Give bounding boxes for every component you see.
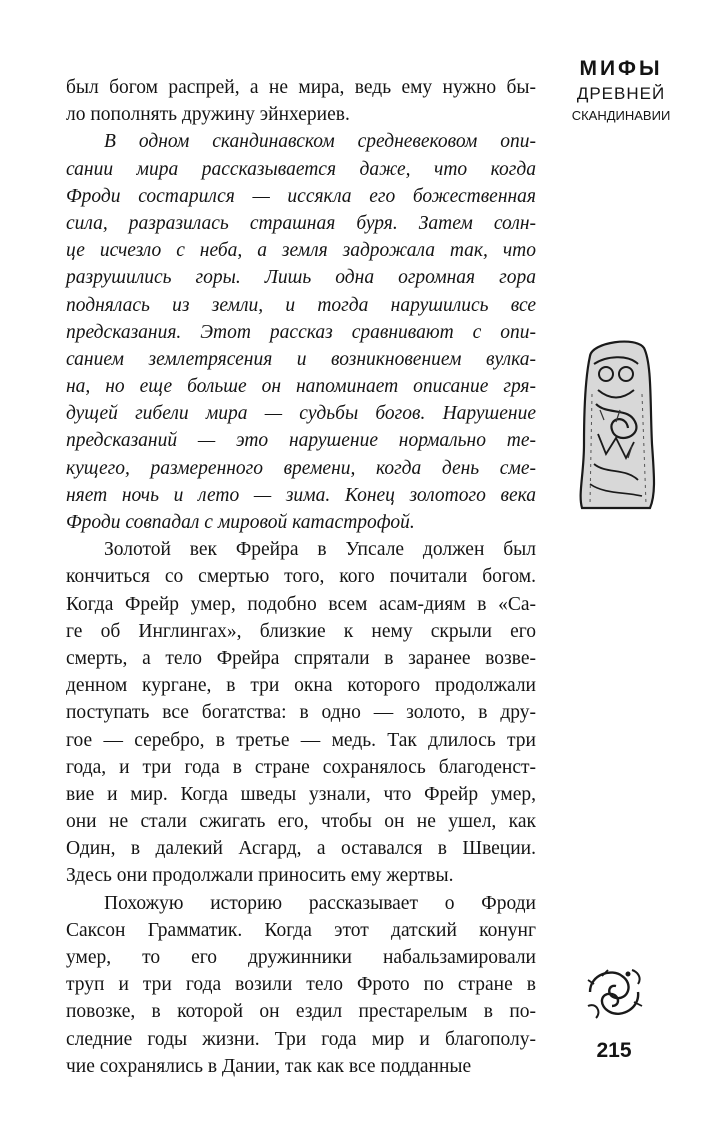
text-line: вие и мир. Когда шведы узнали, что Фрейр умер, [66, 783, 536, 805]
text-line: Фроди состарился — иссякла его божественная [66, 185, 536, 207]
text-line: года, и три года в стране сохранялось благоденст- [66, 756, 536, 778]
text-line: Фроди совпадал с мировой катастрофой. [66, 512, 415, 533]
text-line: Саксон Грамматик. Когда этот датский конунг [66, 919, 536, 941]
text-line: смерть, а тело Фрейра спрятали в заранее возве- [66, 647, 536, 669]
text-line: умер, то его дружинники набальзамировали [66, 947, 536, 968]
text-line: Когда Фрейр умер, подобно всем асам-диям в «Са- [66, 593, 536, 615]
text-line: предсказания. Этот рассказ сравнивают с опи- [66, 321, 536, 343]
text-line: чие сохранялись в Дании, так как все подданные [66, 1055, 472, 1077]
text-line: кончиться со смертью того, кого почитали богом. [66, 566, 536, 588]
text-line: гое — серебро, в третье — медь. Так длилось три [66, 729, 536, 751]
paragraph [66, 128, 536, 536]
page-number: 215 [596, 1039, 632, 1062]
ornament-icon [582, 962, 646, 1022]
text-line: Золотой век Фрейра в Упсале должен был [104, 539, 536, 561]
text-line: денном кургане, в три окна которого продолжали [66, 675, 536, 697]
text-line: был богом распрей, а не мира, ведь ему нужно бы- [66, 77, 536, 98]
body-text [66, 74, 536, 1080]
text-line: следние годы жизни. Три года мир и благополу- [66, 1028, 536, 1050]
paragraph [66, 536, 536, 889]
text-line: они не стали сжигать его, чтобы он не ушел, как [66, 811, 536, 833]
running-header-line-3: СКАНДИНАВИИ [571, 108, 671, 123]
text-line: ло пополнять дружину эйнхериев. [66, 104, 350, 126]
text-line: поступать все богатства: в одно — золото, в дру- [66, 702, 536, 724]
running-header [566, 56, 676, 126]
running-header-line-1: МИФЫ [579, 57, 663, 80]
text-line: дущей гибели мира — судьбы богов. Нарушение [66, 403, 536, 425]
text-line: санием землетрясения и возникновением вулка- [66, 348, 536, 370]
paragraph [66, 74, 536, 128]
text-line: разрушились горы. Лишь одна огромная гора [66, 267, 536, 289]
text-line: ге об Инглингах», близкие к нему скрыли его [66, 620, 536, 642]
text-line: сила, разразилась страшная буря. Затем солн- [66, 212, 536, 234]
text-line: кущего, размеренного времени, когда день сме- [66, 457, 536, 479]
text-line: няет ночь и лето — зима. Конец золотого века [66, 484, 536, 506]
text-line: Похожую историю рассказывает о Фроди [104, 892, 536, 914]
text-line: Здесь они продолжали приносить ему жертвы. [66, 865, 454, 887]
paragraph [66, 890, 536, 1080]
text-line: сании мира рассказывается даже, что когда [66, 158, 536, 180]
text-line: повозке, в которой он ездил престарелым в по- [66, 1001, 536, 1023]
text-line: поднялась из земли, и тогда нарушились все [66, 294, 536, 316]
text-line: В одном скандинавском средневековом опи- [104, 131, 536, 153]
text-line: на, но еще больше он напоминает описание гря- [66, 376, 536, 398]
text-line: предсказаний — это нарушение нормально те- [66, 430, 536, 452]
rune-stone-illustration [576, 334, 656, 514]
text-line: Один, в далекий Асгард, а оставался в Швеции. [66, 838, 536, 860]
running-header-line-2: ДРЕВНЕЙ [576, 84, 666, 103]
text-line: це исчезло с неба, а земля задрожала так, что [66, 240, 536, 262]
text-line: труп и три года возили тело Фрото по стране в [66, 974, 536, 996]
